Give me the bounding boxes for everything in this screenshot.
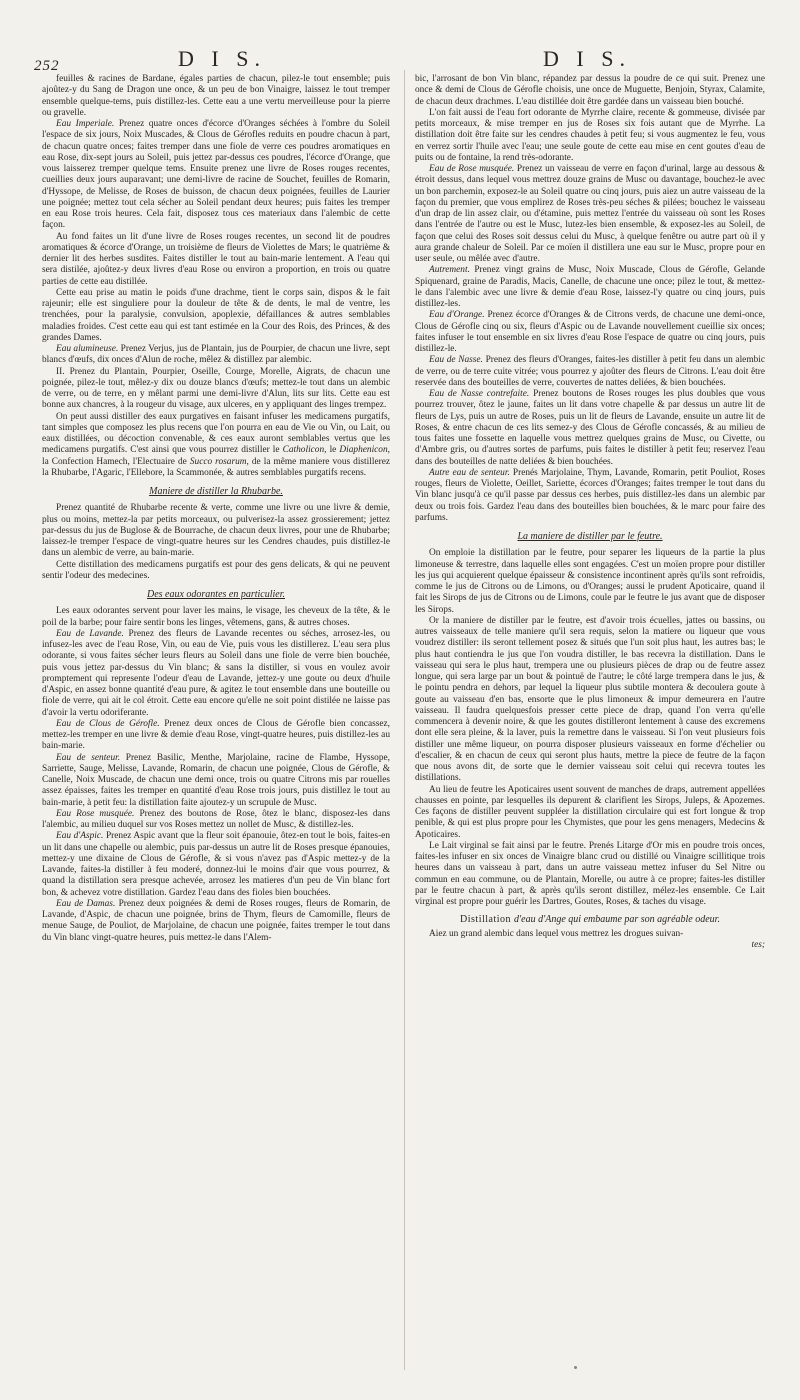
entry-heading: Eau d'Orange. — [429, 310, 485, 321]
entry-text: Prenez vingt grains de Musc, Noix Muscade, Clous de Gérofle, Gelande Spiquenard, graine de Paradis, Macis, Canelle, de chacune une once; pilez le tout, & mettez-le dans l'alembic avec une livre & demie d'eau Rose, laissez-l'y quatre ou cinq jours, puis distillez-les. — [415, 265, 765, 309]
section-heading — [415, 914, 765, 925]
entry-text: Prenez des fleurs de Lavande recentes ou séches, arrosez-les, ou infusez-les avec de l'eau Rose, Vin, ou eau de Vie, puis vous les distillerez. L'eau sera plus odorante, si vous faites sécher leurs fleurs au Soleil dans une fiole de verre bien bouchée, puis vous jettez par-dessus du Vin blanc; & sans la distiller, si vous en voulez avoir promptement qui represente l'odeur d'eau de Lavande, jettez-y une goute ou deux d'huile d'Aspic, en assez bonne quantité d'eau pure, & agitez le tout ensemble dans une bouteille ou fiole de verre, qui ait le col étroit. Cette eau encore qu'elle ne soit point distilée ne laisse pas d'avoir la vertu odoriferante. — [42, 628, 390, 718]
paragraph — [42, 119, 390, 232]
column-divider — [404, 70, 405, 1370]
left-column — [42, 74, 390, 944]
entry-text: Prenez deux poignées & demi de Roses rouges, fleurs de Romarin, de Lavande, d'Aspic, de chacun une poignée, brins de Thym, fleurs de Camomille, fleurs de menue Sauge, de Pouliot, de Marjolaine, de chacun une poignée, faites tremper le tout dans du Vin blanc vingt-quatre heures, puis mettez-le dans l'Alem- — [42, 898, 390, 943]
entry-text: , le — [324, 445, 340, 456]
entry-text: Prenez Verjus, jus de Plantain, jus de Pourpier, de chacun une livre, sept blancs d'œufs, dix onces d'Alun de roche, mêlez & distillez par alembic. — [42, 344, 391, 366]
entry-text: On peut aussi distiller des eaux purgatives en faisant infuser les medicamens purgatifs, tant simples que composez les plus recens que l'on pourra en eau de Vie ou Vin, ou Lait, ou eaux distillées, ou décoction convenable, & ces eaux auront semblables vertus que les medicamens purgatifs. C'est ainsi que vous pourrez distiller le — [42, 411, 390, 456]
paragraph — [42, 753, 390, 809]
paragraph — [415, 468, 765, 524]
entry-text: Prenez un vaisseau de verre en façon d'urinal, large au dessous & étroit dessus, dans lequel vous mettrez douze grains de Musc ou davantage, bouchez-le avec un bon parchemin, exposez-le au Soleil quatre ou cinq jours, puis aiez un autre vaisseau de la façon du premier, que vous emplirez de Roses très-peu séches & pilées; bouchez le vaisseau d'un drap de lin assez clair, ou d'étamine, puis mettez l'entrée du vaisseau où sont les Roses dans l'entrée de l'autre ou est le Musc, lutez-les bien ensemble, & exposez-les au Soleil, de façon que celui des Roses soit dessus celui du Musc, à quelque fenêtre ou autre part où il y aura grande chaleur de Soleil. Par ce moïen il distillera une eau sur le Musc, propre pour en user seule, ou mêlée avec d'autre. — [415, 164, 765, 264]
entry-term: Diaphenicon — [339, 445, 388, 456]
entry-heading: Autre eau de senteur. — [429, 467, 510, 478]
paragraph: Aiez un grand alembic dans lequel vous mettrez les drogues suivan- — [429, 928, 684, 939]
paragraph — [415, 389, 765, 468]
paragraph — [42, 809, 390, 832]
heading-caps: Distillation — [460, 914, 512, 926]
heading-italic: d'eau d'Ange qui embaume par son agréable odeur. — [514, 914, 720, 926]
running-head-left: D I S. — [178, 46, 266, 71]
entry-heading: Eau de Clous de Gérofle. — [56, 718, 160, 729]
right-column — [415, 74, 765, 951]
entry-heading: Autrement. — [429, 265, 470, 276]
paragraph: Cette eau prise au matin le poids d'une drachme, tient le corps sain, dispos & le fait rajeunir; elle est singuliere pour la douleur de tête & de dents, le mal de ventre, les trenchées, pour la paralysie, convulsion, apoplexie, défaillances & autres semblables maladies froides. C'est cette eau qui est tant estimée en la Cour des Rois, des Princes, & des grandes Dames. — [42, 287, 390, 343]
entry-text: Prenez deux onces de Clous de Gérofle bien concassez, mettez-les tremper en une livre & demie d'eau Rose, vingt-quatre heures, puis distillez-les au bain-marie. — [42, 718, 391, 752]
entry-term: Succo rosarum — [189, 456, 247, 467]
paragraph — [415, 164, 765, 265]
paragraph: Au fond faites un lit d'une livre de Roses rouges recentes, un second lit de poudres aromatiques & écorce d'Orange, un troisième de fleurs de Violettes de Mars; le quatrième & dernier lit des herbes susdites. Faites distiller le tout au bain-marie lentement. A l'eau qui sera distilée, ajoûtez-y deux livres d'eau Rose ou environ a proportion, en trois ou quatre parties de cette eau distillée. — [42, 231, 390, 287]
catchword: tes; — [751, 939, 765, 950]
entry-heading: Eau alumineuse. — [56, 344, 119, 354]
paragraph: Or la maniere de distiller par le feutre, est d'avoir trois écuelles, jattes ou bassins, ou autres vaisseaux de telle maniere qu'il sera requis, selon la matiere ou liqueur que vous voudrez distiller: ils seront tellement posez & situés que l'un soit plus haut, les autres bas; le plus haut contiendra le jus que l'on voudra distiller, le bas recevra la distillation. Dans le vaisseau qui sera le plus haut, trempera une ou plusieurs pièces de drap ou de feutre assez longue, qui sera large par un bout & pointuë de l'autre; le côté large trempera dans le jus, & le pointu pendra en dehors, par lequel la liqueur plus subtile montera & decoulera goute à goute au vaisseau d'en bas, ensorte que le plus limoneux & impur demeurera en l'autre vaisseau. Il faudra quelquesfois presser cette piece de drap, quand l'on verra qu'elle commencera à devenir noire, & que les goutes distilleront lentement à cause des excremens dont elle sera pleine, & la laver, puis la remettre dans le vaisseau. Si l'on veut plusieurs fois distiller une même liqueur, on pourra disposer plusieurs vaisseaux en forme d'échelier ou d'escalier, & en chacun de ceux qui seront plus hauts, mettre la piece de feutre de la façon que nous avons dit, de sorte que le dernier vaisseau soit celui qui recevra toutes les distillations. — [415, 615, 765, 784]
entry-heading: Eau de Rose musquée. — [429, 164, 515, 174]
entry-heading: Eau Imperiale. — [56, 119, 115, 129]
paragraph — [42, 629, 390, 719]
entry-text: , la Confection Hamech, l'Electuaire de — [42, 445, 390, 467]
paragraph: II. Prenez du Plantain, Pourpier, Oseille, Courge, Morelle, Aigrats, de chacun une poignée, pilez-le tout, mêlez-y dix ou douze blancs d'œufs; mettez-le tout dans un alembic de verre, ou de terre, en y mêlant parmi une demi-livre d'Alun, lits sur lits. Cette eau est bonne aux chancres, à la rougeur du visage, aux ulceres, en y appliquant des linges trempez. — [42, 366, 390, 411]
entry-text: Prenez écorce d'Oranges & de Citrons verds, de chacune une demi-once, Clous de Gérofle cinq ou six, fleurs d'Aspic ou de Lavande nouvellement cueillie six onces; faites infuser le tout ensemble en six livres d'eau Rose l'espace de quatre ou cinq jours, puis distillez-le. — [415, 310, 765, 354]
paragraph: feuilles & racines de Bardane, égales parties de chacun, pilez-le tout ensemble; puis ajoûtez-y du Sang de Dragon une once, & un peu de bon Vinaigre, laissez le tout tremper ensemble quelque-tems, puis distillez-les. Cette eau a une vertu merveilleuse pour la pierre ou gravelle. — [42, 74, 390, 118]
entry-term: Catholicon — [282, 445, 325, 456]
paragraph: Le Lait virginal se fait ainsi par le feutre. Prenés Litarge d'Or mis en poudre trois onces, faites-les infuser en six onces de Vinaigre blanc crud ou distillé ou Vinaigre scillitique trois heures dans un vaisseau à part, dans un autre vaisseau mettez infuser du Sel Nitre ou commun en eau commune, ou de Plantain, Morelle, ou autre à ce propre; faites-les distiller par le feutre chacun à part, & après qu'ils seront distillez, mélez-les ensemble. Ce Lait virginal est propre pour guérir les Dartres, Goutes, Roses, & taches du visage. — [415, 840, 765, 907]
entry-text: Prenés Marjolaine, Thym, Lavande, Romarin, petit Pouliot, Roses rouges, fleurs de Violette, Oeillet, Sariette, écorces d'Oranges; faites tremper le tout dans du Vin blanc jusqu'à ce qu'il passe par dessus ces herbes, puis distillez-les dans un alembic par deux ou trois fois. Gardez l'eau dans des bouteilles bien bouchées, & le marc pour faire des parfums. — [415, 467, 766, 523]
paragraph: Les eaux odorantes servent pour laver les mains, le visage, les cheveux de la tête, & le poil de la barbe; pour faire sentir bons les linges, vêtemens, gans, & autres choses. — [42, 606, 390, 628]
entry-text: Prenez Basilic, Menthe, Marjolaine, racine de Flambe, Hyssope, Sarriette, Sauge, Melisse, Lavande, Romarin, de chacun une poignée, Clous de Gérofle, & Canelle, Noix Muscade, de chacun une demi once, trois ou quatre Citrons mis par rouelles assez épaisses, faites les tremper en quantité d'eau Rose trois jours, puis distillez le tout au bain-marie, à petit feu: la distillation faite ajoutez-y un scrupule de Musc. — [42, 752, 390, 808]
entry-heading: Eau de Nasse. — [429, 355, 483, 366]
paragraph — [415, 355, 765, 389]
entry-heading: Eau d'Aspic. — [56, 831, 104, 842]
entry-heading: Eau de Nasse contrefaite. — [429, 389, 530, 399]
paragraph — [415, 265, 765, 310]
paragraph — [42, 412, 390, 480]
paragraph: bic, l'arrosant de bon Vin blanc, répandez par dessus la poudre de ce qui suit. Prenez une once & demi de Clous de Gérofle choisis, une once de Muguette, Benjoin, Styrax, Calamite, de chacun deux drachmes. L'eau distillée doit être gardée dans un vaisseau bien bouché. — [415, 74, 765, 107]
paragraph — [42, 831, 390, 899]
paragraph — [42, 719, 390, 753]
paragraph: L'on fait aussi de l'eau fort odorante de Myrrhe claire, recente & gommeuse, divisée par petits morceaux, & mise tremper en jus de Roses six fois autant que de Myrrhe. La distillation doit être faite sur les cendres chaudes à petit feu; si vous augmentez le feu, vous en verrez sortir l'huile avec l'eau; une seule goute de cette eau mise en cent goutes d'eau de puits ou de fontaine, la rend très-odorante. — [415, 107, 765, 163]
entry-text: , de la même maniere vous distillerez la Rhubarbe, l'Agaric, l'Ellebore, la Scammonée, & autres semblables purgatifs recens. — [42, 456, 390, 478]
paragraph — [42, 344, 390, 367]
paragraph: Prenez quantité de Rhubarbe recente & verte, comme une livre ou une livre & demie, plus ou moins, mettez-la par petits morceaux, ou pulverisez-la assez grossierement; jettez par-dessus du jus de Buglose & de Bourrache, de chacun deux livres, pour une de Rhubarbe; laissez-le tremper l'espace de vingt-quatre heures sur les Cendres chaudes, puis distillez-le dans un alembic de verre, au bain-marie. — [42, 503, 390, 559]
entry-heading: Eau de Damas. — [56, 898, 116, 909]
entry-heading: Eau de senteur. — [56, 752, 121, 763]
paragraph: Cette distillation des medicamens purgatifs est pour des gens delicats, & qui ne peuvent sentir l'odeur des medecines. — [42, 559, 390, 581]
section-heading: La maniere de distiller par le feutre. — [517, 531, 663, 542]
paragraph — [415, 310, 765, 355]
entry-text: Prenez des fleurs d'Oranges, faites-les distiller à petit feu dans un alembic de verre, ou de terre cuite vitrée; vous pourrez y ajoûter des fleurs de Citrons. L'eau doit être reservée dans des bouteilles de verre, couvertes de nattes deliées, & bien bouchées. — [415, 355, 765, 388]
paragraph — [42, 899, 390, 944]
entry-text: Prenez boutons de Roses rouges les plus doubles que vous pourrez trouver, ôtez le jaune, faites un lit dans votre chapelle & par dessus un autre lit de fleurs de Lys, puis un autre de Roses, puis un lit de fleurs de Lavande, ensuite un autre lit de Roses, & entre chacun de ces lits semez-y des Clous de Gérofle concassés, & au milieu de tous faites une fossette en laquelle vous mettrez quelques grains de Musc, ou Civette, ou d'Ambre gris, ou d'autres sortes de parfums, puis faites le distiller à petit feu; reservez l'eau dans des bouteilles de natte deliées & bien bouchées. — [415, 389, 766, 467]
section-heading: Des eaux odorantes en particulier. — [146, 589, 286, 600]
ink-speck — [574, 1366, 577, 1369]
running-head-right: D I S. — [543, 46, 631, 71]
entry-heading: Eau de Lavande. — [56, 628, 124, 639]
section-heading: Maniere de distiller la Rhubarbe. — [149, 486, 283, 497]
paragraph: On emploie la distillation par le feutre, pour separer les liqueurs de la partie la plus limoneuse & terrestre, dans laquelle elles sont engagées. C'est un moïen propre pour distiller les jus qui acquierent quelque épaisseur & consistence incontinent après qu'ils sont refroidis, comme le jus de Citrons ou de Limons, ou d'Oranges; aussi le prudent Apoticaire, quand il fait les Sirops de jus de Citrons ou de Limons, coule par le feutre le jus avant que de disposer les Sirops. — [415, 548, 765, 615]
entry-heading: Eau Rose musquée. — [56, 808, 135, 819]
paragraph: Au lieu de feutre les Apoticaires usent souvent de manches de draps, autrement appellées chausses en pointe, par lesquelles ils depurent & clarifient les Sirops, Juleps, & Apozemes. Ces façons de distiller peuvent suppléer la distillation circulaire qui est fort longue & trop penible, & qui est plus propre pour les Chymistes, que pour les gens menagers, Medecins & Apoticaires. — [415, 784, 765, 840]
page-number: 252 — [34, 58, 60, 74]
entry-text: Prenez quatre onces d'écorce d'Oranges séchées à l'ombre du Soleil l'espace de six jours, Noix Muscades, & Clous de Gérofles reduits en poudre chacun à part, de chacun quatre onces; faites tremper dans une fiole de verre ces poudres aromatiques en eau Rose, dix-sept jours au Soleil, puis jettez par-dessus ces poudres, l'écorce d'Orange, que vous laisserez tremper quelque tems. Ensuite prenez une livre de Roses rouges recentes, cueillies deux jours auparavant; une demi-livre de racine de Souchet, feuilles de Romarin, d'Hyssope, de Melisse, de Roses de buisson, de chacun deux poignées, feuilles de Laurier une poignée; mettez tout cela sécher au Soleil pendant deux heures; puis faites les tremper en eau Rose trois heures. Cela fait, disposez tous ces materiaux dans l'alembic de cette façon. — [42, 119, 390, 231]
entry-text: Prenez des boutons de Rose, ôtez le blanc, disposez-les dans l'alembic, au milieu duquel sur vos Roses mettez un nollet de Musc, & distillez-les. — [42, 808, 390, 830]
entry-text: Prenez Aspic avant que la fleur soit épanouie, ôtez-en tout le bois, faites-en un lit dans une chapelle ou alembic, puis par-dessus un autre lit de Roses presque épanouies, mettez-y une dixaine de Clous de Gérofle, & si vous n'avez pas d'Aspic mettez-y de la Lavande, faites-la distiller à feu moderé, donnez-lui le moins d'air que vous pourrez, & quand la distillation sera presque achevée, arrosez les matieres d'un peu de Vin blanc fort bon, & achevez votre distillation. Gardez l'eau dans des fioles bien bouchées. — [42, 831, 390, 898]
